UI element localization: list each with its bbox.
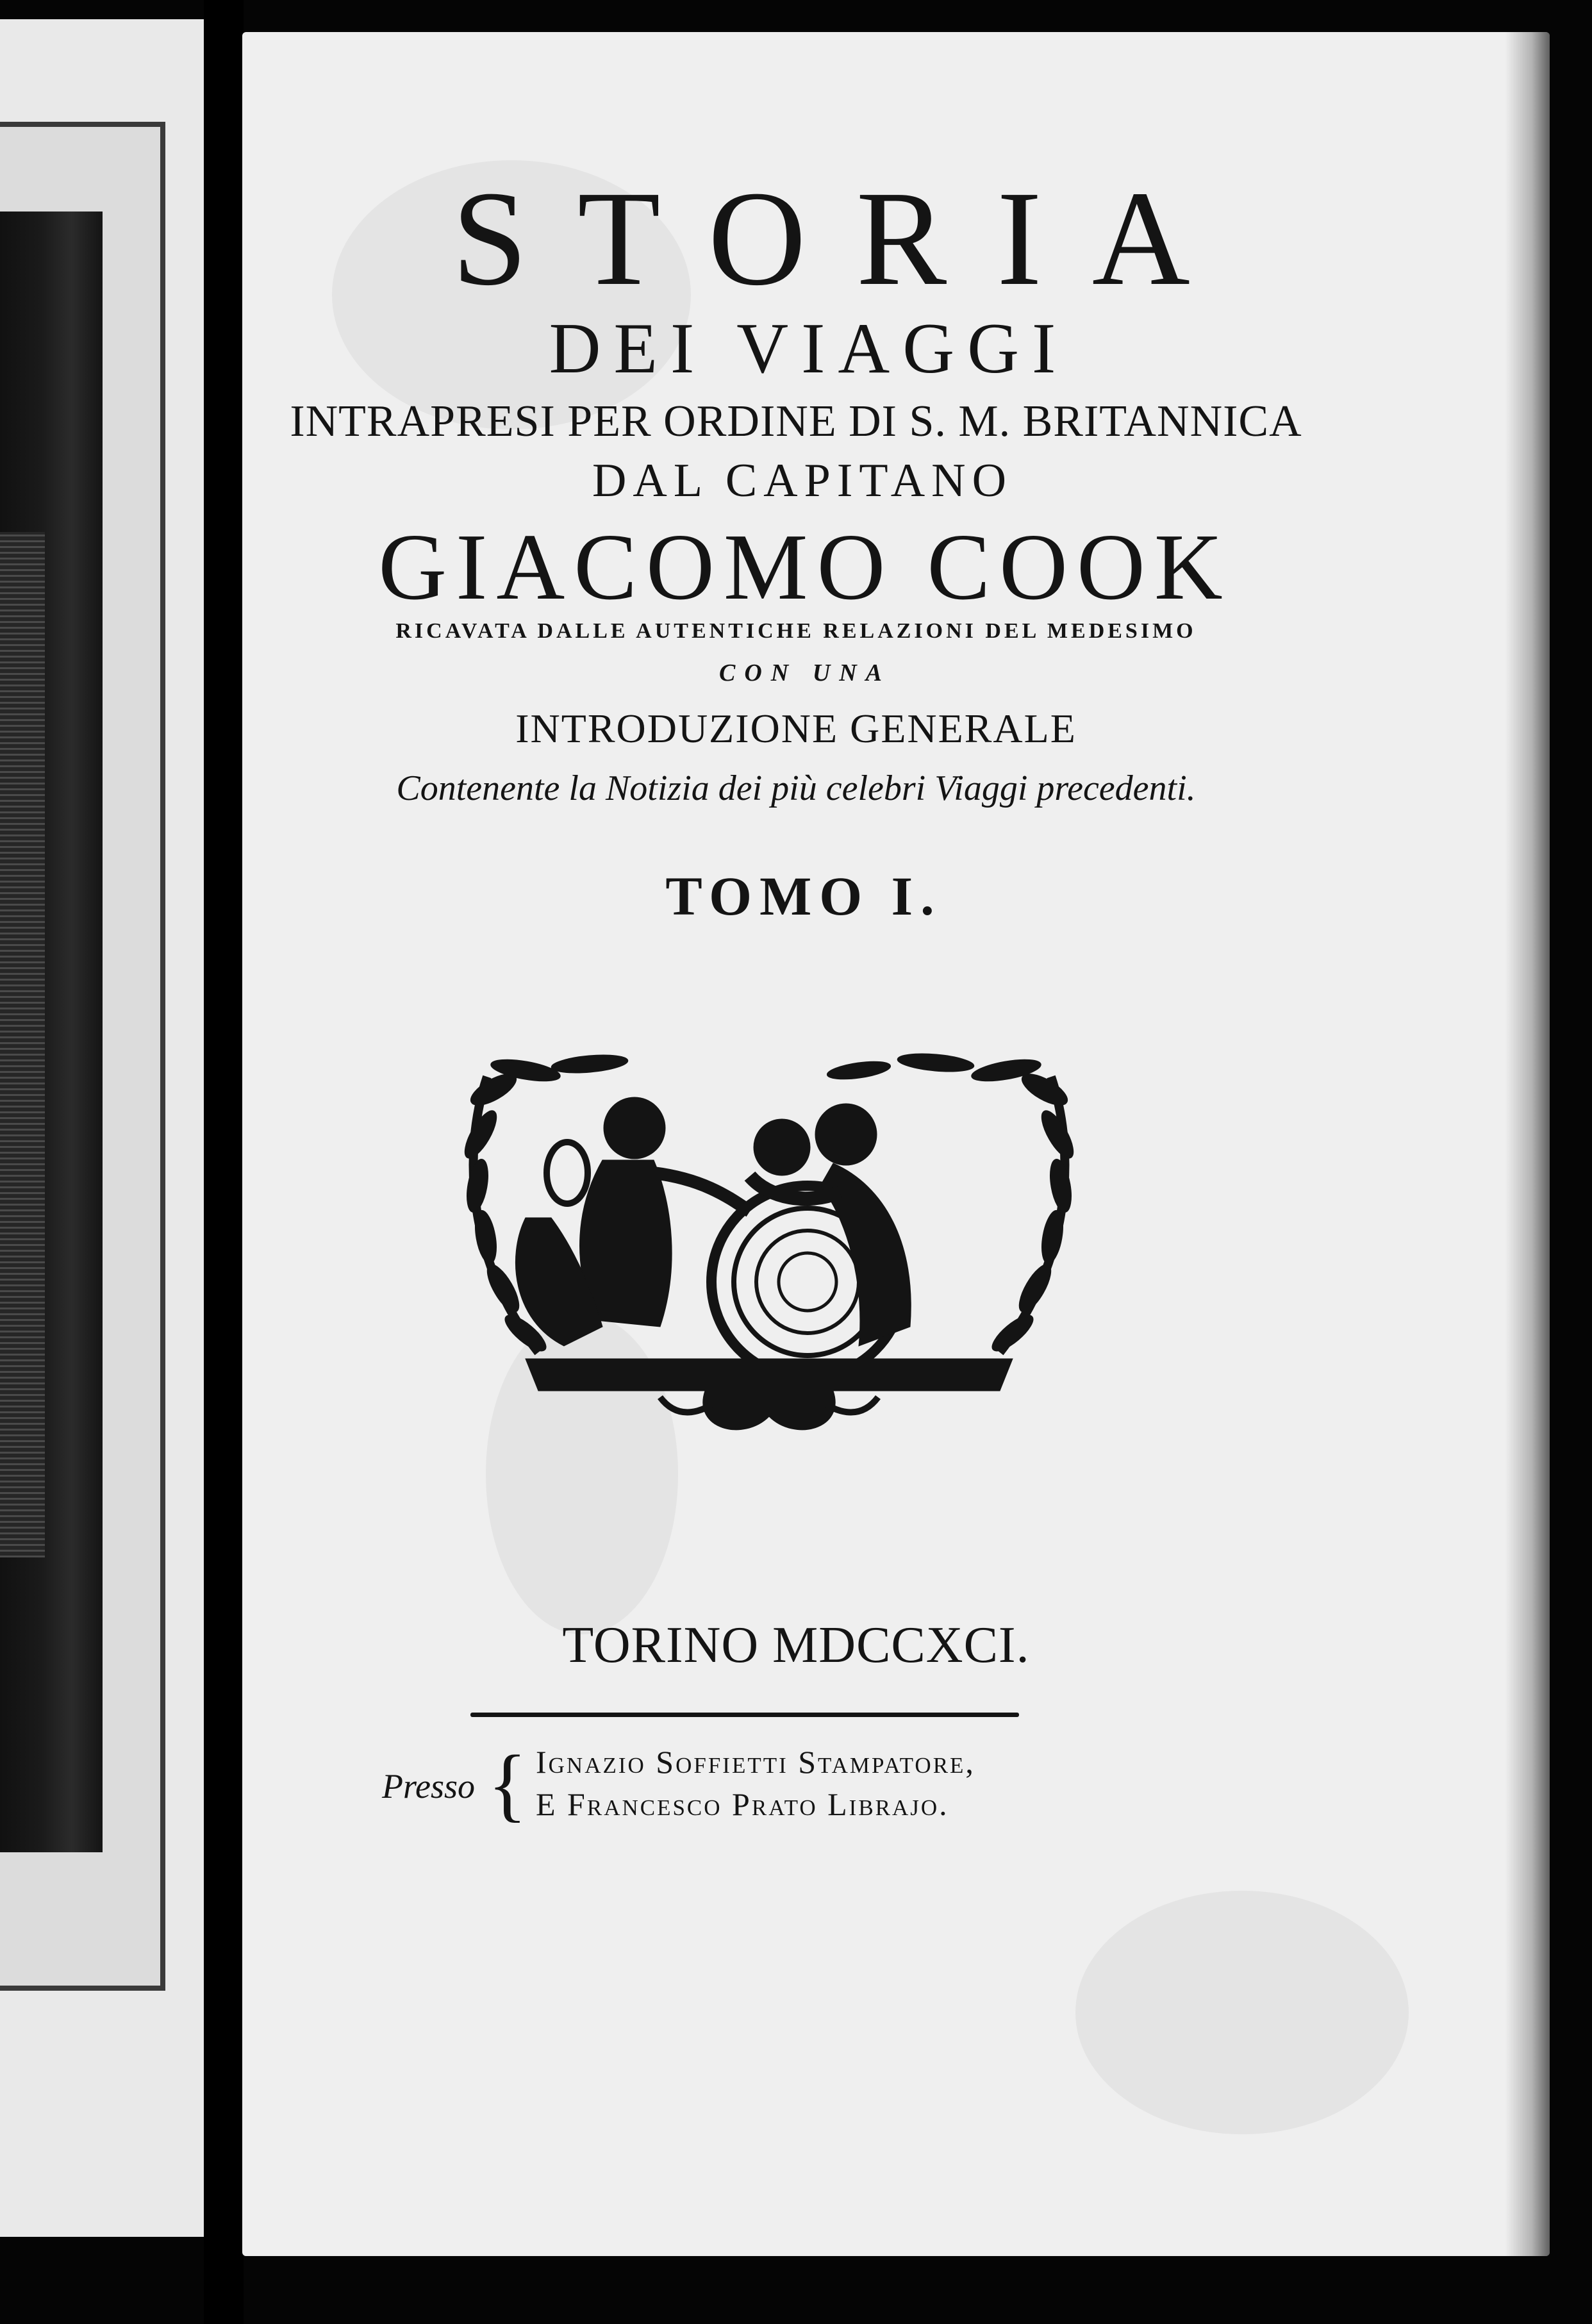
imprint-block (382, 1739, 1151, 1839)
place-and-date: TORINO MDCCXCI. (562, 1617, 1030, 1673)
author-name: GIACOMO COOK (378, 515, 1232, 620)
presso-label: Presso (382, 1767, 475, 1805)
with-a-line: CON UNA (719, 660, 891, 686)
title-dei-viaggi: DEI VIAGGI (549, 309, 1069, 388)
curly-brace-icon: { (488, 1739, 527, 1830)
volume-number: TOMO I. (665, 865, 942, 927)
printer-name: Ignazio Soffietti Stampatore, (536, 1744, 975, 1780)
putti-with-globe-woodcut-icon (449, 1051, 1090, 1448)
by-line: DAL CAPITANO (592, 454, 1013, 507)
bookseller-name: E Francesco Prato Librajo. (536, 1786, 949, 1822)
paper-stain (1075, 1891, 1409, 2134)
contents-note: Contenente la Notizia dei più celebri Viaggi precedenti. (396, 768, 1196, 808)
title-storia: STORIA (452, 163, 1240, 313)
source-note: RICAVATA DALLE AUTENTICHE RELAZIONI DEL MEDESIMO (395, 619, 1197, 643)
commission-line: INTRAPRESI PER ORDINE DI S. M. BRITANNICA (290, 397, 1302, 446)
imprint-rule (470, 1713, 1019, 1717)
introduction-line: INTRODUZIONE GENERALE (515, 706, 1077, 751)
